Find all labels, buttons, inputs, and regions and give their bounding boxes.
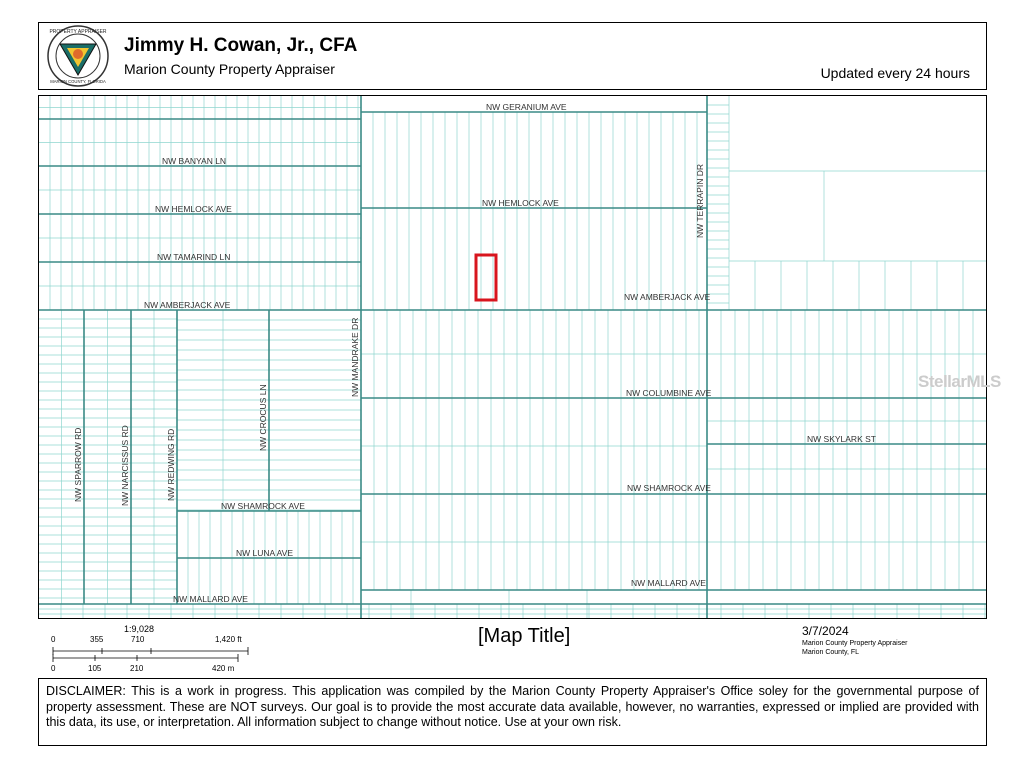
road-lines <box>39 96 987 619</box>
property-appraiser-seal-icon <box>47 25 109 87</box>
scale-tick-ft: 1,420 ft <box>215 635 242 644</box>
disclaimer-text: DISCLAIMER: This is a work in progress. This application was compiled by the Marion County Property Appraiser's Office soley for the governmental purpose of property assessment. These are NOT surveys. Our goal is to provide the most accurate data available, however, no warranties, expressed or implied are provided with this data, its use, or interpretation. All information subject to change without notice. Use at your own risk. <box>38 678 987 746</box>
scale-tick-ft: 0 <box>51 635 56 644</box>
street-label: NW COLUMBINE AVE <box>626 388 712 398</box>
street-label: NW SKYLARK ST <box>807 434 876 444</box>
street-label: NW MALLARD AVE <box>173 594 248 604</box>
map-credit <box>802 639 907 657</box>
scale-tick-m: 210 <box>130 664 144 673</box>
scale-tick-m: 0 <box>51 664 56 673</box>
street-label: NW NARCISSUS RD <box>120 425 130 506</box>
street-label: NW BANYAN LN <box>162 156 227 166</box>
parcel-map[interactable] <box>38 95 987 619</box>
svg-text:PROPERTY APPRAISER: PROPERTY APPRAISER <box>49 29 107 35</box>
scale-bar <box>38 634 268 674</box>
street-label: NW MANDRAKE DR <box>350 317 360 397</box>
map-title: [Map Title] <box>478 625 571 647</box>
scale-tick-m: 420 m <box>212 664 235 673</box>
street-label: NW MALLARD AVE <box>631 578 706 588</box>
map-date: 3/7/2024 <box>802 624 849 638</box>
header <box>38 22 987 90</box>
street-label: NW SPARROW RD <box>73 427 83 502</box>
parcel-lines <box>39 96 987 619</box>
scale-tick-ft: 355 <box>90 635 104 644</box>
street-label: NW SHAMROCK AVE <box>627 483 711 493</box>
street-label: NW HEMLOCK AVE <box>482 198 559 208</box>
credit-line: Marion County Property Appraiser <box>802 640 908 647</box>
street-label: NW CROCUS LN <box>258 384 268 451</box>
watermark: StellarMLS <box>918 372 1001 391</box>
street-label: NW REDWING RD <box>166 428 176 501</box>
street-labels <box>73 102 876 604</box>
map-legend <box>38 622 987 674</box>
street-label: NW TAMARIND LN <box>157 252 231 262</box>
credit-line: Marion County, FL <box>802 649 860 656</box>
street-label: NW LUNA AVE <box>236 548 293 558</box>
scale-tick-m: 105 <box>88 664 102 673</box>
svg-text:MARION COUNTY, FLORIDA: MARION COUNTY, FLORIDA <box>50 79 106 84</box>
street-label: NW AMBERJACK AVE <box>624 292 711 302</box>
map-canvas[interactable] <box>39 96 987 619</box>
street-label: NW AMBERJACK AVE <box>144 300 231 310</box>
scale-bar-lines <box>53 647 248 662</box>
scale-tick-ft: 710 <box>131 635 145 644</box>
street-label: NW TERRAPIN DR <box>695 164 705 238</box>
update-note: Updated every 24 hours <box>820 65 970 81</box>
street-label: NW SHAMROCK AVE <box>221 501 305 511</box>
scale-ratio: 1:9,028 <box>124 624 155 634</box>
appraiser-name: Jimmy H. Cowan, Jr., CFA <box>124 35 358 56</box>
street-label: NW GERANIUM AVE <box>486 102 567 112</box>
street-label: NW HEMLOCK AVE <box>155 204 232 214</box>
office-name: Marion County Property Appraiser <box>124 61 335 77</box>
